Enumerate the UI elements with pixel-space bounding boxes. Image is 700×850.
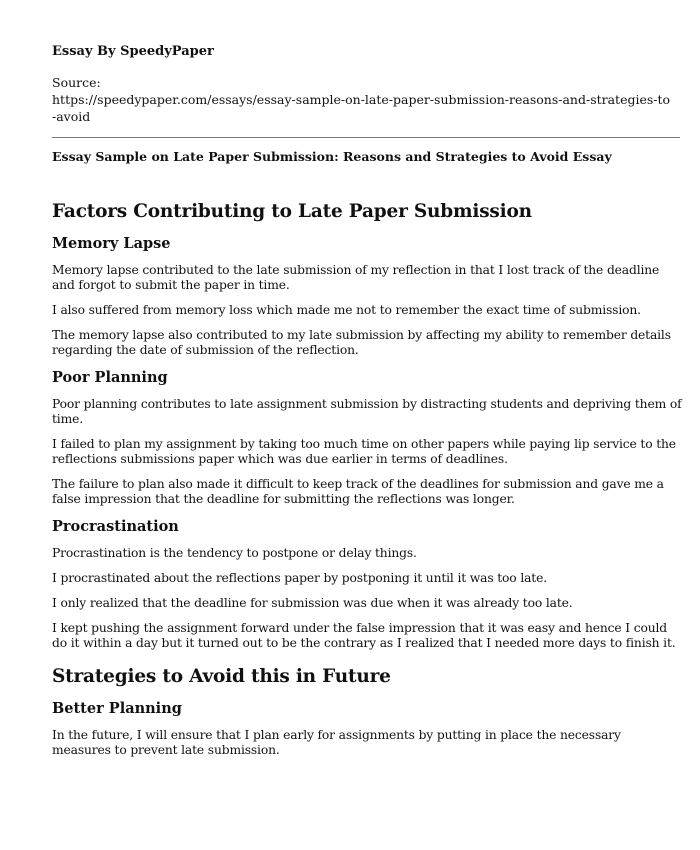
paragraph: I also suffered from memory loss which made me not to remember the exact time of submission. — [52, 303, 641, 317]
paragraph: The memory lapse also contributed to my late submission by affecting my ability to remember details regarding the date of submission of the reflection. — [52, 328, 671, 357]
brand-line: Essay By SpeedyPaper — [52, 44, 214, 59]
divider — [52, 137, 680, 138]
subsection-heading: Memory Lapse — [52, 235, 171, 252]
paragraph: Memory lapse contributed to the late submission of my reflection in that I lost track of the deadline and forgot to submit the paper in time. — [52, 263, 660, 292]
source-url[interactable]: https://speedypaper.com/essays/essay-sample-on-late-paper-submission-reasons-and-strategies-to-avoid — [52, 92, 671, 124]
subsection-heading: Poor Planning — [52, 369, 168, 386]
subsection-heading: Better Planning — [52, 700, 182, 717]
paragraph: The failure to plan also made it difficult to keep track of the deadlines for submission and gave me a false impression that the deadline for submitting the reflections was longer. — [52, 477, 664, 506]
document-title: Essay Sample on Late Paper Submission: Reasons and Strategies to Avoid Essay — [52, 149, 612, 164]
source-block — [52, 74, 672, 125]
section-heading: Factors Contributing to Late Paper Submission — [52, 201, 532, 222]
paragraph: Poor planning contributes to late assignment submission by distracting students and depriving them of time. — [52, 397, 682, 426]
essay-body — [52, 200, 682, 768]
paragraph: I procrastinated about the reflections paper by postponing it until it was too late. — [52, 571, 547, 585]
source-label: Source: — [52, 75, 101, 90]
section-heading: Strategies to Avoid this in Future — [52, 666, 391, 687]
paragraph: I only realized that the deadline for submission was due when it was already too late. — [52, 596, 573, 610]
paragraph: In the future, I will ensure that I plan early for assignments by putting in place the necessary measures to prevent late submission. — [52, 728, 621, 757]
paragraph: Procrastination is the tendency to postpone or delay things. — [52, 546, 417, 560]
paragraph: I kept pushing the assignment forward under the false impression that it was easy and hence I could do it within a day but it turned out to be the contrary as I realized that I needed more days to finish it. — [52, 621, 676, 650]
subsection-heading: Procrastination — [52, 518, 179, 535]
paragraph: I failed to plan my assignment by taking too much time on other papers while paying lip service to the reflections submissions paper which was due earlier in terms of deadlines. — [52, 437, 676, 466]
